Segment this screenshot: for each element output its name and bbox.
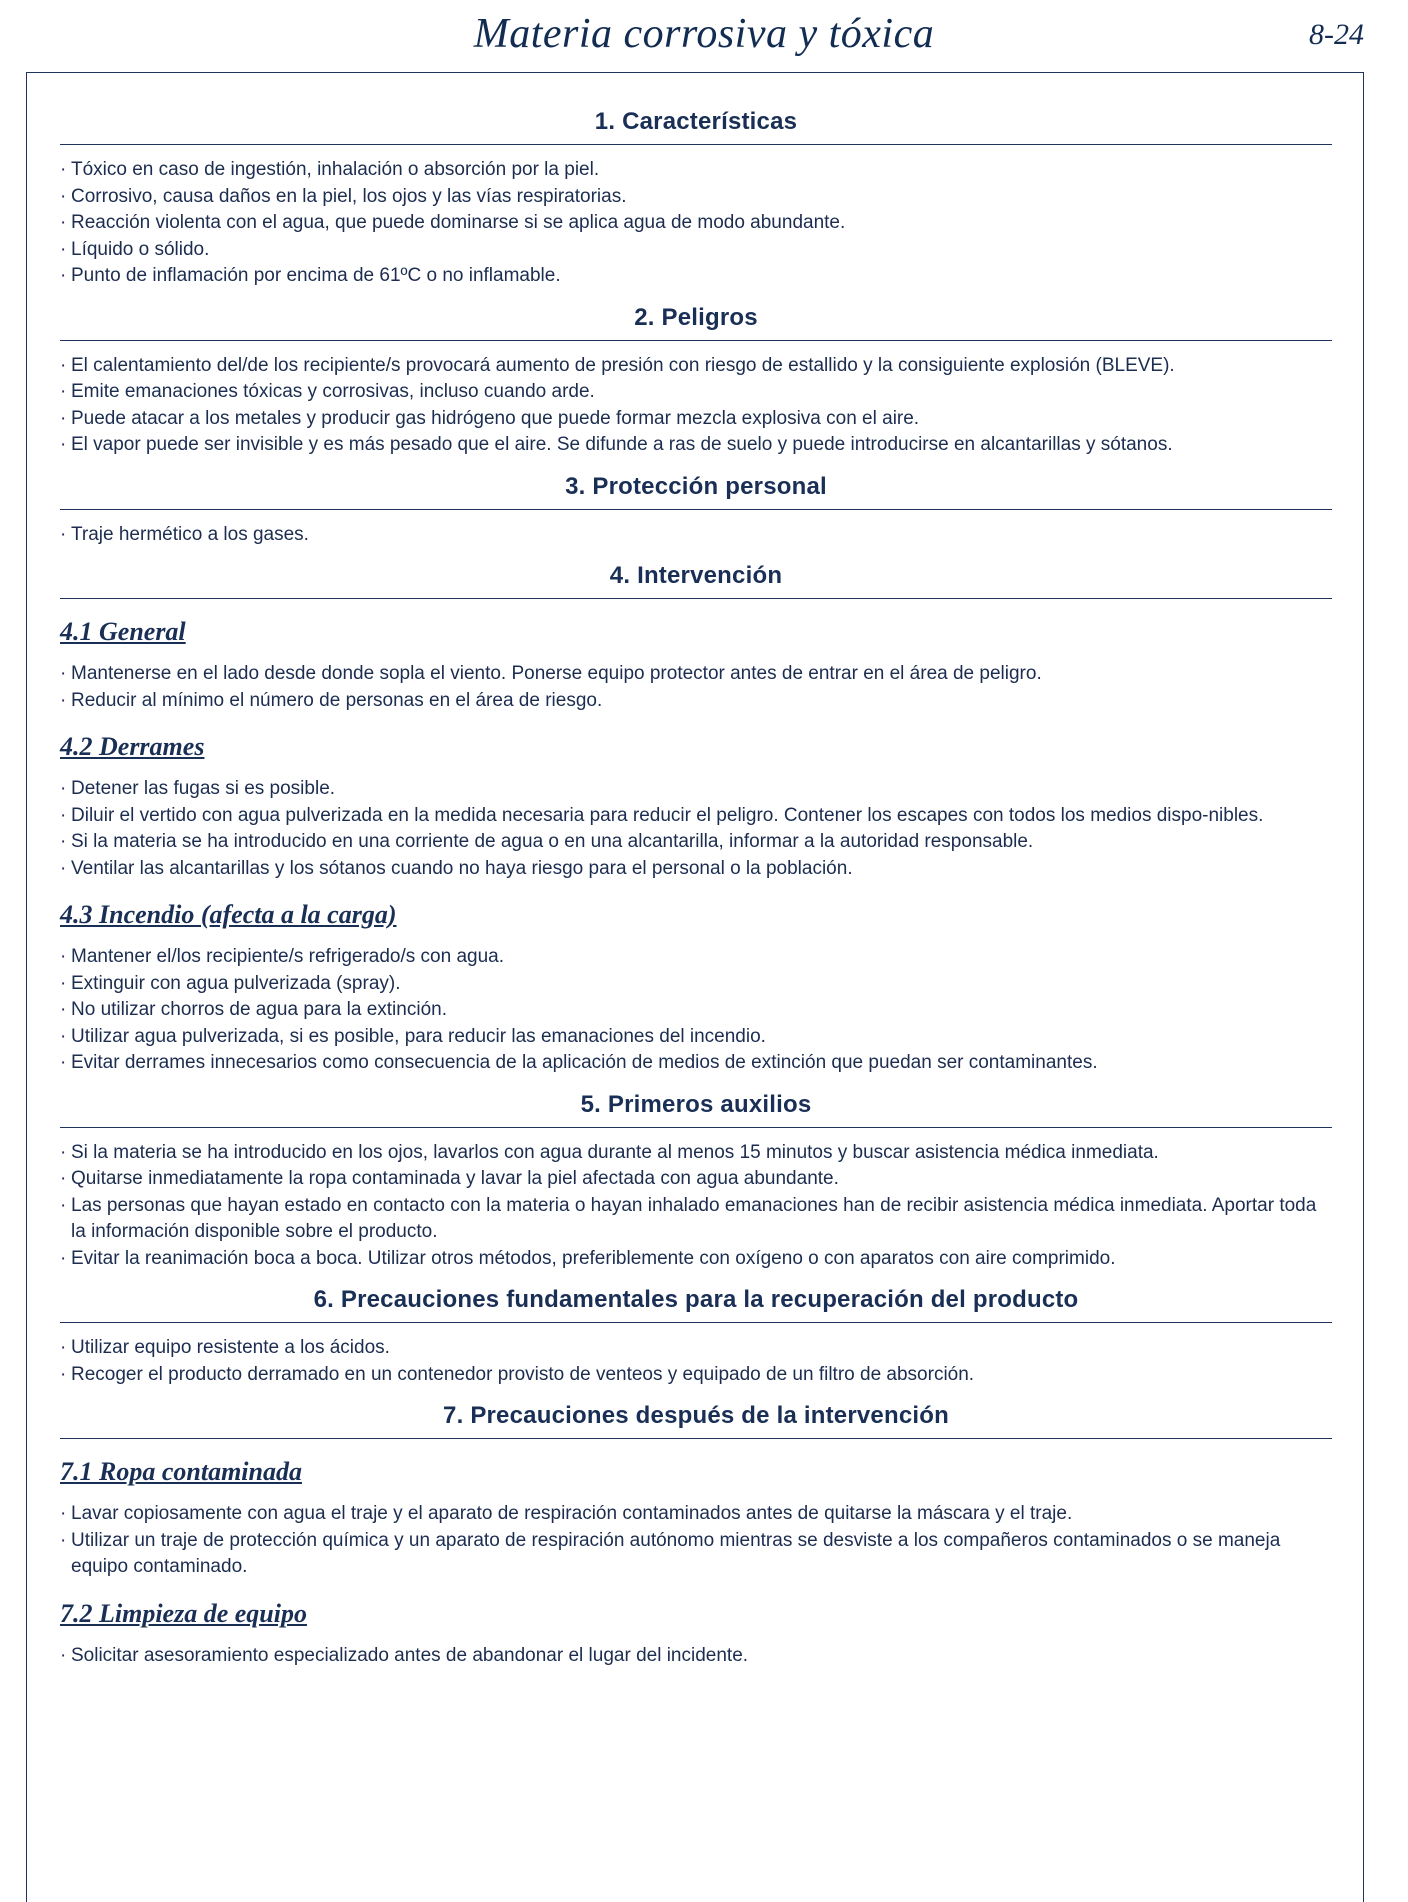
bullet-icon: · — [60, 972, 67, 994]
list-item — [60, 776, 1332, 803]
section-peligros — [60, 296, 1332, 459]
list-item — [60, 263, 1332, 290]
list-item — [60, 1024, 1332, 1051]
list-item-text: Quitarse inmediatamente la ropa contaminada y lavar la piel afectada con agua abundante. — [71, 1168, 839, 1189]
list-item — [60, 210, 1332, 237]
subsection-heading-ropa-contaminada: 7.1 Ropa contaminada — [60, 1457, 302, 1486]
list-item-text: Reducir al mínimo el número de personas en el área de riesgo. — [71, 689, 603, 711]
bullet-icon: · — [60, 185, 67, 207]
bullet-icon: · — [60, 381, 67, 402]
list-item — [60, 688, 1332, 715]
bullet-icon: · — [60, 434, 67, 455]
list-item — [60, 944, 1332, 971]
page-header — [0, 0, 1408, 70]
bullet-list — [60, 661, 1332, 714]
bullet-list — [60, 353, 1332, 459]
bullet-icon: · — [60, 804, 67, 826]
bullet-icon: · — [60, 1194, 67, 1216]
list-item-text: Lavar copiosamente con agua el traje y el aparato de respiración contaminados antes de quitarse la máscara y el traje. — [71, 1503, 1073, 1524]
subsection-heading-incendio: 4.3 Incendio (afecta a la carga) — [60, 900, 397, 929]
page-number: 8-24 — [1309, 18, 1364, 51]
list-item — [60, 661, 1332, 688]
list-item-text: Utilizar equipo resistente a los ácidos. — [71, 1337, 390, 1358]
list-item-text: Solicitar asesoramiento especializado antes de abandonar el lugar del incidente. — [71, 1644, 749, 1666]
list-item — [60, 1050, 1332, 1077]
list-item-text: Corrosivo, causa daños en la piel, los ojos y las vías respiratorias. — [71, 185, 627, 207]
bullet-icon: · — [60, 1025, 67, 1047]
list-item — [60, 353, 1332, 380]
list-item — [60, 1246, 1332, 1273]
bullet-icon: · — [60, 1168, 67, 1189]
list-item-text: Mantener el/los recipiente/s refrigerado/s con agua. — [71, 946, 505, 967]
list-item-text: Si la materia se ha introducido en una corriente de agua o en una alcantarilla, informar a la autoridad responsable. — [71, 831, 1034, 852]
list-item — [60, 1166, 1332, 1193]
subsection-heading-limpieza-equipo: 7.2 Limpieza de equipo — [60, 1598, 307, 1628]
bullet-icon: · — [60, 831, 67, 852]
list-item-text: Diluir el vertido con agua pulverizada en la medida necesaria para reducir el peligro. Contener los escapes con todos los medios dispo-nibles. — [71, 804, 1264, 826]
list-item-text: Emite emanaciones tóxicas y corrosivas, incluso cuando arde. — [71, 381, 595, 402]
bullet-icon: · — [60, 1247, 67, 1269]
list-item — [60, 522, 1332, 549]
list-item-text: No utilizar chorros de agua para la extinción. — [71, 999, 447, 1020]
document-title: Materia corrosiva y tóxica — [473, 11, 935, 57]
list-item-text: Líquido o sólido. — [71, 238, 210, 260]
list-item — [60, 1528, 1332, 1581]
list-item — [60, 856, 1332, 883]
section-heading: 6. Precauciones fundamentales para la recuperación del producto — [60, 1278, 1332, 1323]
section-heading: 7. Precauciones después de la intervención — [60, 1394, 1332, 1439]
list-item — [60, 997, 1332, 1024]
list-item — [60, 432, 1332, 459]
bullet-icon: · — [60, 407, 67, 429]
list-item — [60, 157, 1332, 184]
list-item — [60, 829, 1332, 856]
list-item-text: Traje hermético a los gases. — [71, 523, 309, 545]
list-item — [60, 237, 1332, 264]
bullet-list — [60, 1335, 1332, 1388]
bullet-list — [60, 157, 1332, 290]
list-item — [60, 1501, 1332, 1528]
bullet-icon: · — [60, 857, 67, 879]
list-item-text: Tóxico en caso de ingestión, inhalación o absorción por la piel. — [71, 159, 600, 180]
list-item — [60, 803, 1332, 830]
section-heading: 3. Protección personal — [60, 465, 1332, 510]
section-proteccion-personal — [60, 465, 1332, 549]
bullet-icon: · — [60, 663, 67, 684]
bullet-list — [60, 944, 1332, 1077]
list-item — [60, 1362, 1332, 1389]
bullet-icon: · — [60, 212, 67, 233]
list-item — [60, 184, 1332, 211]
section-heading: 5. Primeros auxilios — [60, 1083, 1332, 1128]
section-heading: 4. Intervención — [60, 554, 1332, 599]
bullet-icon: · — [60, 999, 67, 1020]
list-item-text: Las personas que hayan estado en contacto con la materia o hayan inhalado emanaciones han de recibir asistencia médica inmediata. Aportar toda la información disponible sobre el producto. — [71, 1194, 1317, 1242]
bullet-icon: · — [60, 778, 67, 799]
bullet-icon: · — [60, 946, 67, 967]
bullet-icon: · — [60, 523, 67, 545]
list-item-text: Extinguir con agua pulverizada (spray). — [71, 972, 401, 994]
section-caracteristicas — [60, 100, 1332, 290]
bullet-icon: · — [60, 354, 67, 376]
bullet-icon: · — [60, 159, 67, 180]
list-item-text: Recoger el producto derramado en un contenedor provisto de venteos y equipado de un filtro de absorción. — [71, 1363, 975, 1385]
subsection-heading-general: 4.1 General — [60, 617, 186, 646]
bullet-list — [60, 1140, 1332, 1273]
bullet-list — [60, 1643, 1332, 1670]
list-item-text: Ventilar las alcantarillas y los sótanos cuando no haya riesgo para el personal o la población. — [71, 857, 853, 879]
bullet-list — [60, 776, 1332, 882]
bullet-list — [60, 1501, 1332, 1581]
bullet-icon: · — [60, 1337, 67, 1358]
list-item — [60, 971, 1332, 998]
bullet-icon: · — [60, 1363, 67, 1385]
section-heading: 1. Características — [60, 100, 1332, 145]
bullet-icon: · — [60, 689, 67, 711]
list-item — [60, 1193, 1332, 1246]
section-primeros-auxilios — [60, 1083, 1332, 1273]
list-item — [60, 1643, 1332, 1670]
section-precauciones-despues — [60, 1394, 1332, 1669]
list-item-text: Mantenerse en el lado desde donde sopla el viento. Ponerse equipo protector antes de entrar en el área de peligro. — [71, 663, 1042, 684]
bullet-icon: · — [60, 1644, 67, 1666]
list-item-text: Reacción violenta con el agua, que puede dominarse si se aplica agua de modo abundante. — [71, 212, 846, 233]
list-item — [60, 1140, 1332, 1167]
list-item-text: Utilizar un traje de protección química y un aparato de respiración autónomo mientras se desviste a los compañeros contaminados o se maneja equipo contaminado. — [71, 1529, 1281, 1577]
list-item-text: Utilizar agua pulverizada, si es posible, para reducir las emanaciones del incendio. — [71, 1025, 766, 1047]
list-item-text: Evitar la reanimación boca a boca. Utilizar otros métodos, preferiblemente con oxígeno o con aparatos con aire comprimido. — [71, 1247, 1116, 1269]
list-item-text: Si la materia se ha introducido en los ojos, lavarlos con agua durante al menos 15 minutos y buscar asistencia médica inmediata. — [71, 1141, 1159, 1163]
bullet-icon: · — [60, 1529, 67, 1551]
list-item-text: El vapor puede ser invisible y es más pesado que el aire. Se difunde a ras de suelo y puede introducirse en alcantarillas y sótanos. — [71, 434, 1173, 455]
bullet-icon: · — [60, 265, 67, 286]
list-item-text: Detener las fugas si es posible. — [71, 778, 336, 799]
bullet-icon: · — [60, 238, 67, 260]
list-item-text: Evitar derrames innecesarios como consecuencia de la aplicación de medios de extinción que puedan ser contaminantes. — [71, 1052, 1098, 1073]
list-item — [60, 406, 1332, 433]
bullet-icon: · — [60, 1503, 67, 1524]
list-item — [60, 1335, 1332, 1362]
bullet-icon: · — [60, 1141, 67, 1163]
section-intervencion — [60, 554, 1332, 1077]
bullet-icon: · — [60, 1052, 67, 1073]
list-item-text: Puede atacar a los metales y producir gas hidrógeno que puede formar mezcla explosiva con el aire. — [71, 407, 920, 429]
section-precauciones-recuperacion — [60, 1278, 1332, 1388]
section-heading: 2. Peligros — [60, 296, 1332, 341]
document-body — [60, 100, 1332, 1675]
list-item-text: El calentamiento del/de los recipiente/s provocará aumento de presión con riesgo de estallido y la consiguiente explosión (BLEVE). — [71, 354, 1175, 376]
list-item — [60, 379, 1332, 406]
bullet-list — [60, 522, 1332, 549]
subsection-heading-derrames: 4.2 Derrames — [60, 732, 205, 761]
list-item-text: Punto de inflamación por encima de 61ºC o no inflamable. — [71, 265, 561, 286]
